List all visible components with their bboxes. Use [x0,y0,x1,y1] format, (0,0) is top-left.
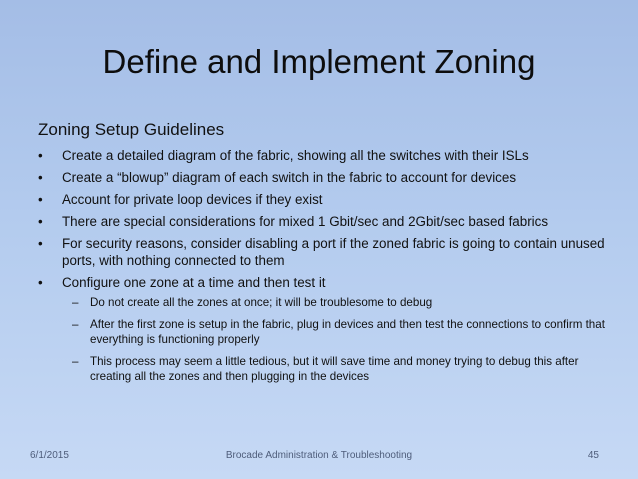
bullet-item-with-subitems [38,274,618,385]
sub-bullet-item: – This process may seem a little tedious, but it will save time and money trying to debug this after creating all the zones and then plugging in the devices [62,354,618,385]
bullet-item: • Account for private loop devices if they exist [38,191,618,208]
sub-bullet-item: – Do not create all the zones at once; it will be troublesome to debug [62,295,618,311]
bullet-item: • Create a detailed diagram of the fabric, showing all the switches with their ISLs [38,147,618,164]
bullet-item: • For security reasons, consider disabling a port if the zoned fabric is going to contain unused ports, with nothing connected to them [38,235,618,269]
bullet-item-text: Configure one zone at a time and then test it [62,275,326,290]
sub-bullet-item: – After the first zone is setup in the fabric, plug in devices and then test the connections to confirm that everything is functioning properly [62,317,618,348]
footer-date: 6/1/2015 [30,450,69,461]
slide-title: Define and Implement Zoning [102,43,536,80]
sub-bullet-list [62,295,618,385]
footer-page-number: 45 [587,450,599,461]
bullet-item: • Create a “blowup” diagram of each switch in the fabric to account for devices [38,169,618,186]
bullet-item: • There are special considerations for mixed 1 Gbit/sec and 2Gbit/sec based fabrics [38,213,618,230]
bullet-list [38,147,618,391]
slide-subtitle: Zoning Setup Guidelines [38,120,225,139]
footer-title: Brocade Administration & Troubleshooting [225,450,413,461]
